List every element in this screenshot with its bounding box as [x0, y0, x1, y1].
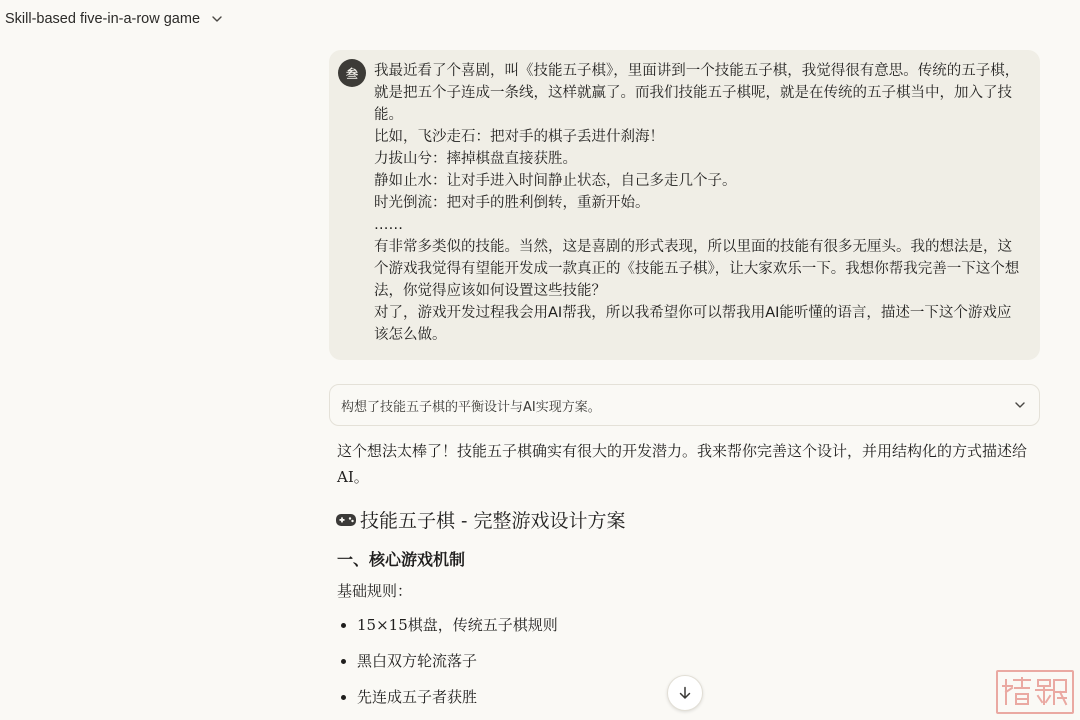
user-message-line: 力拔山兮：摔掉棋盘直接获胜。 — [374, 151, 577, 167]
list-item-text: 先连成五子者获胜 — [357, 688, 478, 706]
bullet-dot — [341, 659, 346, 664]
arrow-down-icon — [677, 685, 693, 701]
scroll-to-bottom-button[interactable] — [667, 675, 703, 711]
user-message-line: …… — [374, 217, 403, 233]
list-item — [337, 686, 558, 720]
user-message-line: 时光倒流：把对手的胜利倒转，重新开始。 — [374, 195, 650, 211]
user-message-line: 有非常多类似的技能。当然，这是喜剧的形式表现，所以里面的技能有很多无厘头。我的想法是，这个游戏我觉得有望能开发成一款真正的《技能五子棋》，让大家欢乐一下。我想你帮我完善一下这个想法，你觉得应该如何设置这些技能？ — [374, 239, 1020, 299]
thinking-summary: 构想了技能五子棋的平衡设计与AI实现方案。 — [341, 399, 601, 415]
chevron-down-icon — [210, 12, 224, 26]
section-heading-text: 技能五子棋 - 完整游戏设计方案 — [360, 510, 626, 532]
section-heading — [335, 506, 626, 533]
subsection-heading: 一、核心游戏机制 — [337, 550, 466, 569]
rules-list — [337, 614, 558, 720]
user-message-line: 对了，游戏开发过程我会用AI帮我，所以我希望你可以帮我用AI能听懂的语言，描述一下这个游戏应该怎么做。 — [374, 305, 1012, 343]
conversation-title-button[interactable] — [5, 11, 224, 27]
thinking-summary-toggle[interactable] — [329, 384, 1040, 426]
list-item — [337, 614, 558, 650]
assistant-message — [337, 438, 1028, 706]
list-item — [337, 650, 558, 686]
seal-stamp — [996, 670, 1074, 714]
conversation-title: Skill-based five-in-a-row game — [5, 11, 201, 27]
user-message-line: 静如止水：让对手进入时间静止状态，自己多走几个子。 — [374, 173, 737, 189]
avatar: 叁 — [338, 59, 366, 87]
rules-label: 基础规则： — [337, 582, 413, 600]
seal-glyphs — [1000, 674, 1070, 710]
user-message-text — [374, 60, 1024, 346]
list-item-text: 15×15棋盘，传统五子棋规则 — [357, 616, 558, 634]
user-message-line: 比如，飞沙走石：把对手的棋子丢进什刹海！ — [374, 129, 664, 145]
assistant-intro: 这个想法太棒了！技能五子棋确实有很大的开发潜力。我来帮你完善这个设计，并用结构化的方式描述给AI。 — [337, 442, 1028, 486]
list-item-text: 黑白双方轮流落子 — [357, 652, 478, 670]
header — [0, 0, 1080, 38]
bullet-dot — [341, 623, 346, 628]
chevron-down-icon — [1013, 398, 1027, 412]
bullet-dot — [341, 695, 346, 700]
user-message-line: 我最近看了个喜剧，叫《技能五子棋》，里面讲到一个技能五子棋，我觉得很有意思。传统的五子棋，就是把五个子连成一条线，这样就赢了。而我们技能五子棋呢，就是在传统的五子棋当中，加入了技能。 — [374, 63, 1020, 123]
user-message — [329, 50, 1040, 360]
gamepad-icon — [335, 512, 357, 528]
